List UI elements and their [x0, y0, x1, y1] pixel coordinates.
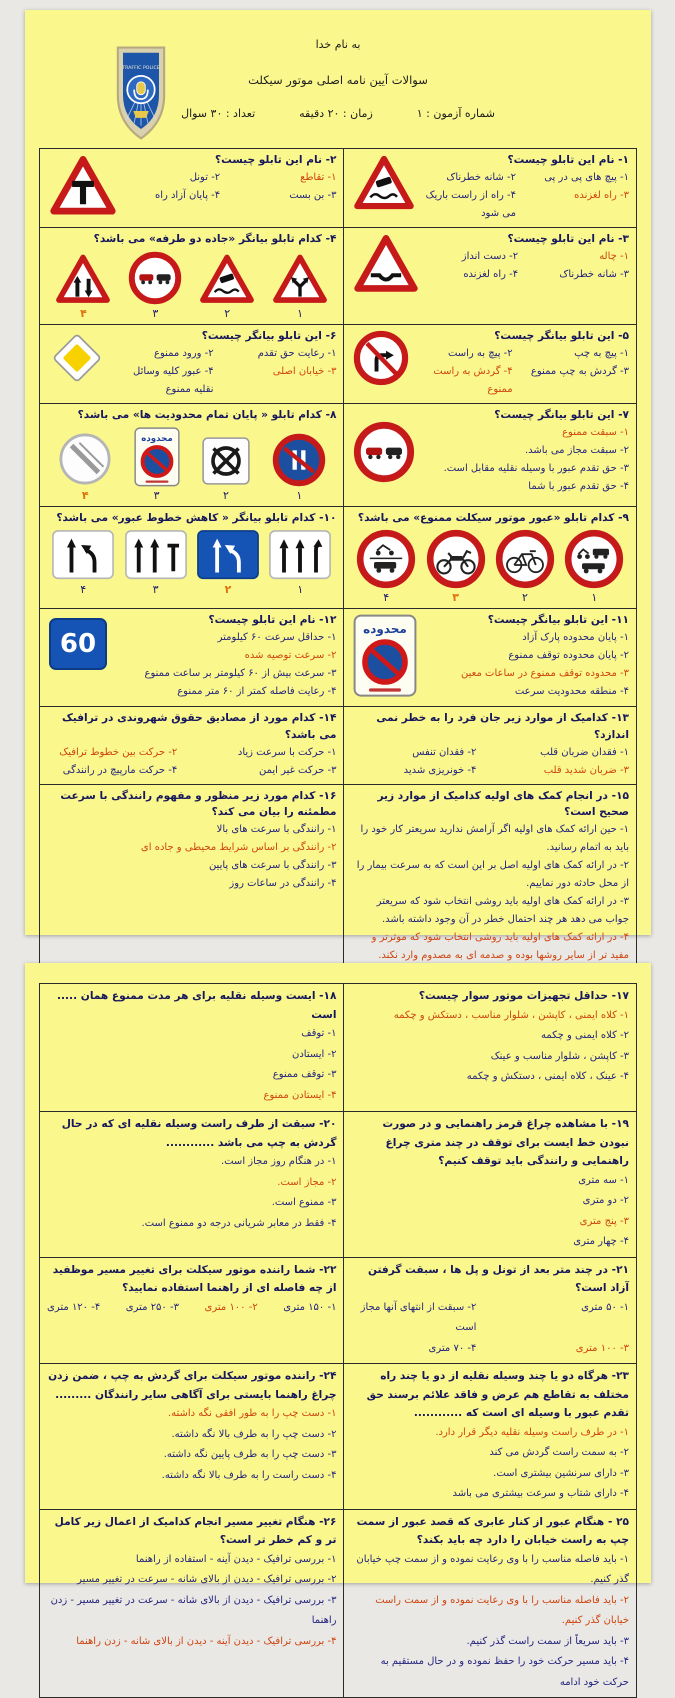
question-3-title: ۳- نام این تابلو چیست؟: [507, 232, 629, 245]
sign-choice-3: [124, 529, 188, 595]
question-7-option-3: ۳- حق تقدم عبور با وسیله نقلیه مقابل است.: [443, 462, 629, 474]
question-26-title: ۲۶- هنگام تغییر مسیر انجام کدامیک از اعمال زیر کامل تر و کم خطر تر است؟: [54, 1515, 337, 1547]
question-17-option-4: ۴- عینک ، کلاه ایمنی ، دستکش و چکمه: [466, 1071, 629, 1083]
question-24-option-2: ۲- دست چپ را به طرف بالا نگه داشته.: [171, 1428, 337, 1440]
restricted-zone-sign-icon: [134, 427, 180, 487]
question-3-option-3: ۳- شانه خطرناک: [559, 268, 629, 280]
question-11-option-2: ۲- پایان محدوده توقف ممنوع: [508, 650, 629, 662]
question-23-option-3: ۳- دارای سرنشین بیشتری است.: [493, 1467, 629, 1479]
question-14-option-4: ۴- حرکت مارپیچ در رانندگی: [62, 764, 178, 776]
question-15-title: ۱۵- در انجام کمک های اولیه کدامیک از موارد زیر صحیح است؟: [377, 789, 629, 819]
speed-60-value: 60: [49, 618, 107, 670]
question-16-option-1: ۱- رانندگی با سرعت های بالا: [216, 824, 337, 836]
question-12-option-1: ۱- حداقل سرعت ۶۰ کیلومتر: [217, 632, 337, 644]
question-21-option-1: ۱- ۵۰ متری: [581, 1301, 629, 1313]
questions-table-page-2: [39, 983, 637, 1698]
sign-choice-number: ۲: [223, 488, 229, 502]
question-25-option-1: ۱- باید فاصله مناسب را با وی رعایت نموده و از سمت چپ خیابان گذر کنیم.: [356, 1553, 629, 1586]
sign-choice-number-answer: ۲: [224, 582, 232, 596]
question-3-option-4: ۴- راه لغزنده: [463, 268, 519, 280]
question-24-option-1: ۱- دست چپ را به طور افقی نگه داشته.: [167, 1408, 337, 1420]
question-23-option-2: ۲- به سمت راست گردش می کند: [489, 1447, 629, 1459]
question-13-option-1: ۱- فقدان ضربان قلب: [540, 746, 629, 758]
question-5-option-4: ۴- گردش به راست ممنوع: [433, 365, 513, 395]
sign-choice-4: [51, 529, 115, 595]
exam-page-2: [25, 963, 651, 1688]
question-14-option-1: ۱- حرکت با سرعت زیاد: [237, 746, 337, 758]
sign-choice-number: ۱: [297, 306, 304, 320]
question-5: [344, 324, 637, 403]
question-12-option-4: ۴- رعایت فاصله کمتر از ۶۰ متر ممنوع: [177, 686, 337, 698]
two-way-traffic-sign-icon: [55, 253, 111, 305]
question-26-option-1: ۱- بررسی ترافیک - دیدن آینه - استفاده از راهنما: [135, 1553, 337, 1565]
sign-choice-number: ۳: [153, 488, 160, 502]
sign-choice-number-answer: ۴: [81, 488, 89, 502]
question-26: [40, 1509, 344, 1698]
question-6-title: ۶- این تابلو بیانگر چیست؟: [201, 329, 337, 342]
question-1-option-4: ۴- راه از راست باریک می شود: [425, 189, 516, 219]
end-of-all-restrictions-sign-icon: [57, 431, 113, 487]
sign-choice-number: ۳: [152, 582, 159, 596]
question-5-title: ۵- این تابلو بیانگر چیست؟: [494, 329, 629, 342]
questions-table-page-1: [39, 148, 637, 970]
question-4-title: ۴- کدام تابلو بیانگر «جاده دو طرفه» می باشد؟: [93, 232, 337, 245]
question-14-option-2: ۲- حرکت بین خطوط ترافیک: [59, 746, 178, 758]
question-18-option-2: ۲- ایستادن: [291, 1048, 337, 1060]
question-23-title: ۲۳- هرگاه دو یا چند وسیله نقلیه از دو یا چند راه مختلف به تقاطع هم عرض و فاقد علائم برسند حق تقدم عبور با وسیله ای است که ............: [366, 1370, 629, 1420]
question-25-option-4: ۴- باید مسیر حرکت خود را حفظ نموده و در حال مستقیم به حرکت خود ادامه: [380, 1656, 629, 1688]
intersection-sign-icon: [47, 152, 119, 221]
no-right-turn-sign-icon: [351, 328, 411, 390]
question-10: [40, 506, 344, 609]
exam-page-1: [25, 10, 651, 962]
end-of-priority-sign-icon: [200, 435, 252, 487]
question-1-option-2: ۲- شانه خطرناک: [446, 171, 516, 183]
no-stopping-sign-icon: [272, 433, 326, 487]
question-19-title: ۱۹- با مشاهده چراغ قرمز راهنمایی و در صورت نبودن خط ایست برای توقف در چند متری چراغ راهنمایی و رانندگی باید توقف کنیم؟: [382, 1118, 629, 1168]
question-16-option-3: ۳- رانندگی با سرعت های پایین: [208, 860, 337, 872]
question-12-option-3: ۳- سرعت بیش از ۶۰ کیلومتر بر ساعت ممنوع: [144, 668, 337, 680]
bismillah-text: به نام خدا: [315, 38, 361, 51]
sign-choice-2: [200, 435, 252, 502]
question-26-option-3: ۳- بررسی ترافیک - دیدن از بالای شانه - سرعت در تغییر مسیر - زدن راهنما: [50, 1594, 337, 1627]
sign-choice-1: [272, 433, 326, 502]
question-20-title: ۲۰- سبقت از طرف راست وسیله نقلیه ای که در حال گردش به چپ می باشد ............: [61, 1118, 337, 1149]
question-5-option-3: ۳- گردش به چپ ممنوع: [530, 365, 629, 377]
sign-choice-number-answer: ۴: [80, 306, 87, 320]
question-24-option-4: ۴- دست راست را به طرف بالا نگه داشته.: [161, 1469, 337, 1481]
question-8: [40, 403, 344, 506]
question-17: [344, 984, 637, 1112]
zone-sign-label: محدوده: [140, 433, 173, 444]
question-18-option-4: ۴- ایستادن ممنوع: [263, 1089, 337, 1101]
sign-choice-2: [199, 253, 255, 320]
question-10-title: ۱۰- کدام تابلو بیانگر « کاهش خطوط عبور» می باشد؟: [56, 511, 337, 524]
sign-choice-1: [272, 253, 328, 320]
question-3-option-2: ۲- دست انداز: [461, 250, 519, 262]
question-5-option-1: ۱- پیچ به چپ: [574, 347, 629, 359]
no-motorcycles-and-cars-sign-icon: [356, 529, 416, 589]
exam-question-count: تعداد : ۳۰ سوال: [181, 107, 256, 120]
slippery-road-sign-icon: [199, 253, 255, 305]
sign-choice-2: [495, 529, 555, 604]
question-1-option-3: ۳- راه لغزنده: [574, 189, 629, 201]
question-15-option-3: ۳- در ارائه کمک های اولیه باید روشی انتخاب شود که سریعتر جواب می دهد هر چند احتمال خطر در آن وجود داشته باشد.: [376, 896, 629, 926]
exam-number: شماره آزمون : ۱: [416, 107, 495, 120]
question-3-option-1: ۱- چاله: [599, 250, 629, 262]
question-19: [344, 1112, 637, 1258]
question-21-option-4: ۴- ۷۰ متری: [428, 1342, 477, 1354]
merging-roads-sign-icon: [272, 253, 328, 305]
sign-choice-number: ۱: [296, 488, 303, 502]
sign-choice-number: ۱: [297, 582, 304, 596]
question-22-option-4: ۴- ۱۲۰ متری: [47, 1301, 101, 1313]
question-17-option-3: ۳- کاپشن ، شلوار مناسب و عینک: [490, 1050, 629, 1062]
question-4: [40, 227, 344, 324]
question-11-option-1: ۱- پایان محدوده پارک آزاد: [522, 632, 629, 644]
question-2-option-2: ۲- تونل: [189, 171, 221, 183]
question-9: [344, 506, 637, 609]
question-25: [344, 1509, 637, 1698]
question-5-option-2: ۲- پیچ به راست: [447, 347, 513, 359]
exam-duration: زمان : ۲۰ دقیقه: [299, 107, 373, 120]
no-overtaking-sign-icon: [351, 407, 417, 487]
question-20-option-4: ۴- فقط در معابر شریانی درجه دو ممنوع است.: [141, 1217, 337, 1229]
sign-choice-1: [268, 529, 332, 595]
sign-choice-1: [564, 529, 624, 604]
question-11: [344, 609, 637, 706]
lane-reduction-sign-icon: [196, 529, 260, 580]
question-11-option-3: ۳- محدوده توقف ممنوع در ساعات معین: [461, 668, 629, 680]
sign-choice-number: ۱: [591, 591, 598, 605]
no-bicycles-sign-icon: [495, 529, 555, 589]
question-13: [344, 706, 637, 784]
question-21: [344, 1257, 637, 1364]
question-15: [344, 784, 637, 970]
question-23: [344, 1364, 637, 1510]
traffic-police-badge-icon: [111, 38, 171, 152]
question-8-title: ۸- کدام تابلو « پایان تمام محدودیت ها» می باشد؟: [77, 408, 337, 421]
question-1: [344, 149, 637, 228]
question-21-option-3: ۳- ۱۰۰ متری: [575, 1342, 629, 1354]
question-15-option-2: ۲- در ارائه کمک های اولیه اصل بر این است که به سرعت بیمار را از محل حادثه دور نماییم.: [356, 860, 629, 890]
pothole-sign-icon: [351, 231, 421, 298]
sign-choice-number: ۲: [521, 591, 528, 605]
question-22-title: ۲۲- شما راننده موتور سیکلت برای تغییر مسیر موظفید از چه فاصله ای از راهنما استفاده نمایید؟: [52, 1263, 337, 1295]
exam-title: سوالات آیین نامه اصلی موتور سیکلت: [248, 73, 428, 87]
question-25-option-2: ۲- باید فاصله مناسب را با وی رعایت نموده و از سمت راست خیابان گذر کنیم.: [375, 1594, 629, 1627]
page-header: [25, 10, 651, 148]
question-19-option-3: ۳- پنج متری: [579, 1215, 629, 1227]
question-2-option-3: ۳- بن بست: [289, 189, 337, 201]
question-9-title: ۹- کدام تابلو «عبور موتور سیکلت ممنوع» می باشد؟: [357, 511, 629, 524]
question-13-option-3: ۳- ضربان شدید قلب: [543, 764, 629, 776]
question-21-title: ۲۱- در چند متر بعد از تونل و پل ها ، سبقت گرفتن آزاد است؟: [367, 1263, 629, 1295]
question-26-option-2: ۲- بررسی ترافیک - دیدن از بالای شانه - سرعت در تغییر مسیر: [77, 1574, 337, 1586]
question-19-option-4: ۴- چهار متری: [573, 1236, 629, 1248]
question-14-option-3: ۳- حرکت غیر ایمن: [258, 764, 337, 776]
question-2-title: ۲- نام این تابلو چیست؟: [215, 154, 337, 166]
question-25-title: ۲۵ - هنگام عبور از کنار عابری که قصد عبور از سمت چپ به راست خیابان را دارد چه باید بکند؟: [356, 1515, 629, 1547]
question-16: [40, 784, 344, 970]
question-12: [40, 609, 344, 706]
sign-choice-number: ۴: [383, 591, 390, 605]
question-16-option-4: ۴- رانندگی در ساعات روز: [229, 878, 337, 890]
slippery-road-sign-icon: [351, 152, 417, 215]
sign-choice-3: [426, 529, 486, 604]
sign-choice-number: ۳: [152, 306, 159, 320]
question-2-option-4: ۴- پایان آزاد راه: [154, 189, 221, 201]
merge-lanes-sign-icon: [51, 529, 115, 580]
question-12-option-2: ۲- سرعت توصیه شده: [244, 650, 337, 662]
question-7-option-4: ۴- حق تقدم عبور با شما: [528, 480, 629, 492]
question-24-option-3: ۳- دست چپ را به طرف پایین نگه داشته.: [163, 1449, 337, 1461]
sign-choice-3: [134, 427, 180, 502]
zone-sign-label: محدوده: [363, 622, 408, 637]
question-7: [344, 403, 637, 506]
speed-60-sign-icon: [47, 612, 109, 670]
question-18-title: ۱۸- ایست وسیله نقلیه برای هر مدت ممنوع همان ..... است: [56, 990, 337, 1021]
sign-choice-4: [55, 253, 111, 320]
question-26-option-4: ۴- بررسی ترافیک - دیدن آینه - دیدن از بالای شانه - زدن راهنما: [76, 1635, 337, 1647]
badge-label: TRAFFIC POLICE: [122, 66, 160, 71]
question-22-option-3: ۳- ۲۵۰ متری: [125, 1301, 179, 1313]
question-7-option-2: ۲- سبقت مجاز می باشد.: [525, 444, 629, 456]
question-6-option-3: ۳- خیابان اصلی: [272, 365, 337, 377]
question-6-option-2: ۲- ورود ممنوع: [154, 347, 214, 359]
question-21-option-2: ۲- سبقت از انتهای آنها مجاز است: [360, 1301, 477, 1334]
sign-choice-number: ۴: [80, 582, 87, 596]
question-13-title: ۱۳- کدامیک از موارد زیر جان فرد را به خطر نمی اندازد؟: [376, 711, 629, 741]
question-6: [40, 324, 344, 403]
question-24: [40, 1364, 344, 1510]
question-3: [344, 227, 637, 324]
priority-road-sign-icon: [47, 328, 107, 390]
question-20: [40, 1112, 344, 1258]
question-2: [40, 149, 344, 228]
question-14-title: ۱۴- کدام مورد از مصادیق حقوق شهروندی در ترافیک می باشد؟: [61, 711, 337, 741]
question-17-title: ۱۷- حداقل تجهیزات موتور سوار چیست؟: [418, 990, 629, 1002]
three-lanes-sign-icon: [268, 529, 332, 580]
question-24-title: ۲۴- راننده موتور سیکلت برای گردش به چپ ، ضمن زدن چراغ راهنما بایستی برای آگاهی سایر رانندگان .........: [48, 1370, 337, 1401]
question-22: [40, 1257, 344, 1364]
sign-choice-3: [128, 251, 182, 320]
question-20-option-1: ۱- در هنگام روز مجاز است.: [220, 1156, 337, 1168]
question-18-option-3: ۳- توقف ممنوع: [272, 1069, 337, 1081]
question-1-option-1: ۱- پیچ های پی در پی: [544, 171, 629, 183]
question-12-title: ۱۲- نام این تابلو چیست؟: [208, 614, 337, 627]
question-15-option-4: ۴- در ارائه کمک های اولیه باید روشی انتخاب شود که موثرتر و مفید تر از سایر روشها بوده و صدمه ای به مصدوم وارد نکند.: [371, 932, 629, 962]
question-15-option-1: ۱- حین ارائه کمک های اولیه اگر آرامش ندارید سریعتر کار خود را باید به اتمام رسانید.: [360, 824, 629, 854]
question-2-option-1: ۱- تقاطع: [300, 171, 337, 183]
question-17-option-2: ۲- کلاه ایمنی و چکمه: [540, 1030, 629, 1042]
question-17-option-1: ۱- کلاه ایمنی ، کاپشن ، شلوار مناسب ، دستکش و چکمه: [393, 1009, 629, 1021]
question-20-option-2: ۲- مجاز است.: [277, 1176, 337, 1188]
question-7-title: ۷- این تابلو بیانگر چیست؟: [494, 408, 629, 421]
no-motor-vehicles-sign-icon: [564, 529, 624, 589]
question-23-option-4: ۴- دارای شتاب و سرعت بیشتری می باشد: [452, 1488, 629, 1500]
question-23-option-1: ۱- در طرف راست وسیله نقلیه دیگر قرار دارد.: [435, 1426, 629, 1438]
question-1-title: ۱- نام این تابلو چیست؟: [507, 154, 629, 166]
sign-choice-number-answer: ۳: [452, 591, 459, 605]
question-19-option-2: ۲- دو متری: [582, 1195, 629, 1207]
sign-choice-number: ۲: [224, 306, 231, 320]
question-13-option-2: ۲- فقدان تنفس: [412, 746, 477, 758]
lane-ends-sign-icon: [124, 529, 188, 580]
question-16-title: ۱۶- کدام مورد زیر منظور و مفهوم رانندگی با سرعت مطمئنه را بیان می کند؟: [60, 789, 337, 819]
question-16-option-2: ۲- رانندگی بر اساس شرایط محیطی و جاده ای: [140, 842, 337, 854]
sign-choice-4: [356, 529, 416, 604]
question-6-option-1: ۱- رعایت حق تقدم: [257, 347, 337, 359]
question-18: [40, 984, 344, 1112]
no-motorcycles-sign-icon: [426, 529, 486, 589]
question-13-option-4: ۴- خونریزی شدید: [403, 764, 477, 776]
sign-choice-4: [57, 431, 113, 502]
question-19-option-1: ۱- سه متری: [578, 1174, 629, 1186]
question-22-option-2: ۲- ۱۰۰ متری: [204, 1301, 258, 1313]
question-25-option-3: ۳- باید سریعاً از سمت راست گذر کنیم.: [466, 1635, 629, 1647]
question-7-option-1: ۱- سبقت ممنوع: [562, 426, 629, 438]
question-20-option-3: ۳- ممنوع است.: [271, 1197, 337, 1209]
question-6-option-4: ۴- عبور کلیه وسائل نقلیه ممنوع: [133, 365, 214, 395]
sign-choice-2: [196, 529, 260, 595]
question-18-option-1: ۱- توقف: [301, 1028, 337, 1040]
question-11-option-4: ۴- منطقه محدودیت سرعت: [514, 686, 629, 698]
restricted-zone-sign-icon: [351, 612, 419, 701]
question-22-option-1: ۱- ۱۵۰ متری: [283, 1301, 337, 1313]
question-14: [40, 706, 344, 784]
question-11-title: ۱۱- این تابلو بیانگر چیست؟: [487, 614, 629, 627]
no-overtaking-sign-icon: [128, 251, 182, 305]
